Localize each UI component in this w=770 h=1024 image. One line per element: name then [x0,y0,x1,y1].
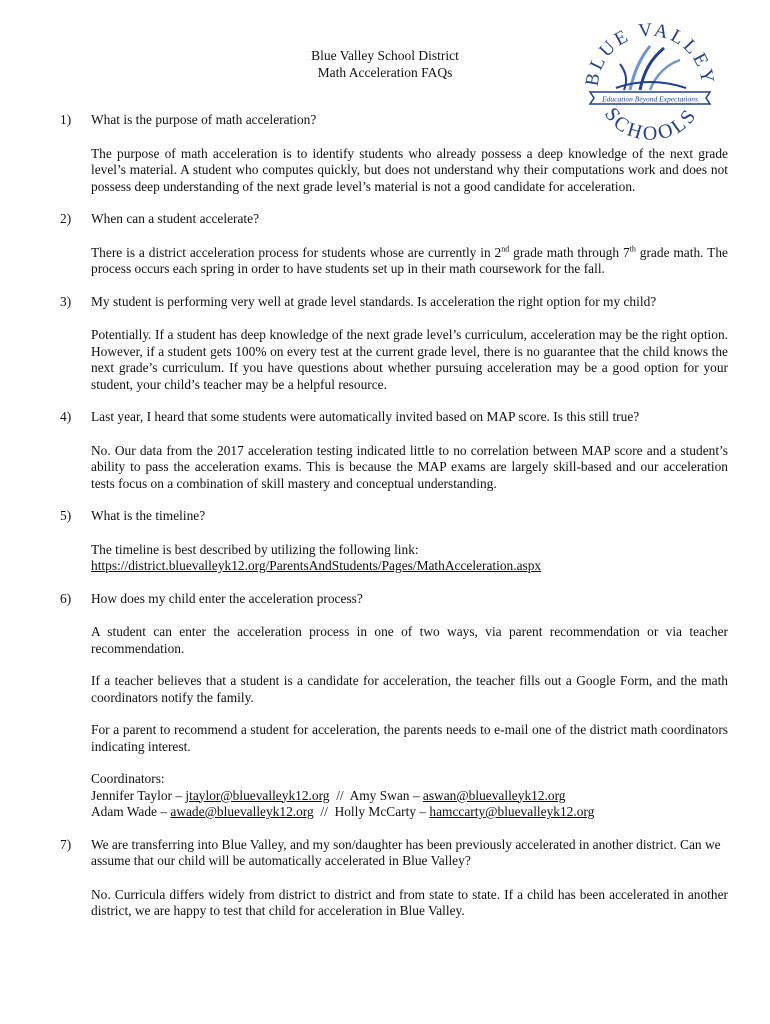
question-number: 1) [60,112,72,127]
coordinators-label: Coordinators: [91,771,165,786]
separator: // [329,787,347,803]
question-text: My student is performing very well at grade level standards. Is acceleration the right option for my child? [91,293,657,309]
question-number: 4) [60,409,72,424]
answer-text: grade math. The process occurs each spring in order to have students set up in their math coursework for the fall. [91,244,728,276]
faq-answer-4: No. Our data from the 2017 acceleration testing indicated little to no correlation between MAP score and a student’s ability to pass the acceleration exams. This is because the MAP exams are largely skill-based and our acceleration tests focus on a combination of skill mastery and conceptual understanding. [91,442,728,491]
faq-answer-6a: A student can enter the acceleration process in one of two ways, via parent recommendation or via teacher recommendation. [91,624,728,656]
faq-answer-2 [60,245,728,278]
faq-answer-6c: For a parent to recommend a student for acceleration, the parents needs to e-mail one of the district math coordinators indicating interest. [91,722,728,754]
coordinator-name: Adam Wade – [91,804,171,819]
logo-banner-text: Education Beyond Expectations [602,94,698,104]
question-text: What is the timeline? [91,508,206,523]
faq-question-4 [60,409,728,426]
coordinator-name: Holly McCarty – [334,804,430,819]
separator: // [313,804,332,819]
faq-question-6 [60,591,728,608]
superscript: th [629,244,636,254]
district-name: Blue Valley School District [311,48,459,63]
faq-question-7 [60,837,728,870]
faq-question-2 [60,211,728,228]
faq-answer-1: The purpose of math acceleration is to identify students who already possess a deep knowledge of the next grade level’s material. A student who computes quickly, but does not understand why their computations work and does not possess deep understanding of the next grade level’s material is not a good candidate for acceleration. [91,145,728,194]
question-number: 5) [60,508,72,523]
question-text: When can a student accelerate? [91,211,260,226]
faq-answer-6b: If a teacher believes that a student is a candidate for acceleration, the teacher fills out a Google Form, and the math coordinators notify the family. [91,673,728,705]
answer-text: The timeline is best described by utilizing the following link: [91,541,419,557]
answer-text: grade math through 7 [509,244,630,260]
question-text: How does my child enter the acceleration process? [91,590,363,606]
question-text: Last year, I heard that some students were automatically invited based on MAP score. Is this still true? [91,409,640,424]
question-number: 6) [60,590,72,606]
question-text: We are transferring into Blue Valley, and my son/daughter has been previously accelerated in another district. Can we assume that our child will be automatically accelerated in Blue Valley? [91,836,721,868]
coordinator-name: Jennifer Taylor – [91,787,186,803]
document-title: Math Acceleration FAQs [317,65,453,80]
timeline-link[interactable]: https://district.bluevalleyk12.org/ParentsAndStudents/Pages/MathAcceleration.aspx [91,558,542,573]
faq-question-5 [60,508,728,525]
superscript: nd [501,244,510,254]
logo-banner [590,92,710,104]
logo-bottom-text: SCHOOLS [600,103,702,142]
faq-question-3 [60,294,728,311]
coordinator-email-link[interactable]: awade@bluevalleyk12.org [170,804,314,819]
logo-top-text: BLUE VALLEY [581,19,719,88]
coordinator-email-link[interactable]: hamccarty@bluevalleyk12.org [429,804,595,819]
question-number: 3) [60,293,72,309]
question-number: 2) [60,211,72,226]
answer-text: There is a district acceleration process for students whose are currently in 2 [91,244,502,260]
logo-emblem-icon [616,46,686,90]
coordinators-block [60,771,728,821]
faq-answer-5 [60,542,728,575]
faq-answer-3: Potentially. If a student has deep knowledge of the next grade level’s curriculum, acceleration may be the right option. However, if a student gets 100% on every test at the current grade level, there is no guarantee that the child knows the next grade’s curriculum. If you have questions about whether pursuing acceleration may be a good option for your student, your child’s teacher may be a helpful resource. [91,327,728,392]
faq-body [60,112,728,920]
faq-question-1 [60,112,728,129]
coordinator-name: Amy Swan – [349,787,423,803]
question-number: 7) [60,836,72,852]
faq-answer-7: No. Curricula differs widely from district to district and from state to state. If a child has been accelerated in another district, we are happy to test that child for acceleration in Blue Valley. [91,886,728,918]
question-text: What is the purpose of math acceleration? [91,112,317,127]
coordinator-email-link[interactable]: jtaylor@bluevalleyk12.org [185,787,330,803]
coordinator-email-link[interactable]: aswan@bluevalleyk12.org [422,787,566,803]
